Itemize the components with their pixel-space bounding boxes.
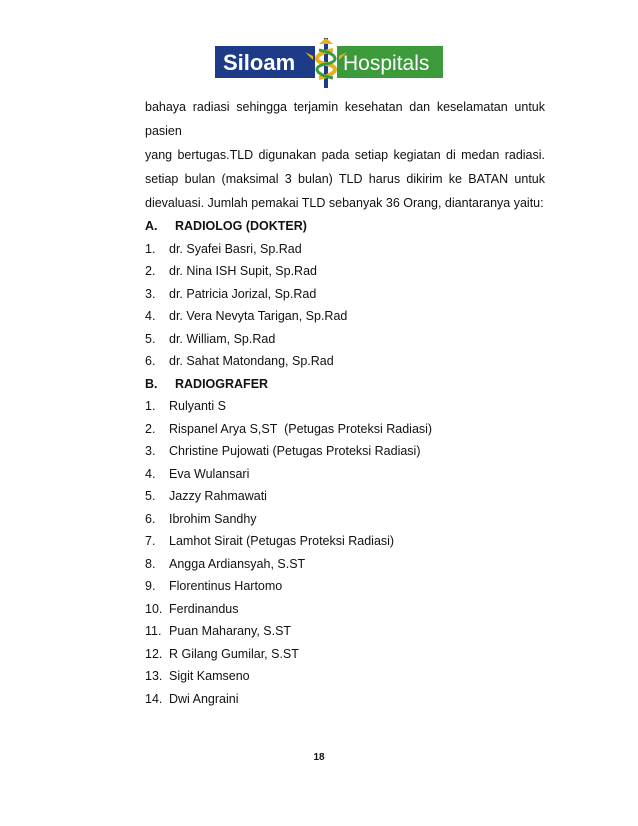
- section-heading-b: [145, 373, 545, 396]
- list-item: [145, 238, 545, 261]
- item-text: dr. Patricia Jorizal, Sp.Rad: [169, 286, 317, 301]
- list-item: [145, 553, 545, 576]
- list-item: [145, 350, 545, 373]
- item-text: Lamhot Sirait (Petugas Proteksi Radiasi): [169, 534, 395, 548]
- item-text: Ferdinandus: [169, 601, 239, 616]
- item-number: 2.: [145, 264, 156, 278]
- item-text: Puan Maharany, S.ST: [169, 624, 292, 638]
- paragraph-line-3: setiap bulan (maksimal 3 bulan) TLD harus dikirim ke BATAN untuk: [145, 172, 545, 186]
- section-letter: A.: [145, 219, 158, 233]
- section-title: RADIOGRAFER: [175, 376, 269, 391]
- item-text: Sigit Kamseno: [169, 669, 250, 683]
- list-item: [145, 575, 545, 598]
- item-text: dr. Nina ISH Supit, Sp.Rad: [169, 264, 317, 278]
- paragraph-line-4: dievaluasi. Jumlah pemakai TLD sebanyak 36 Orang, diantaranya yaitu:: [145, 196, 544, 210]
- item-text: dr. William, Sp.Rad: [169, 331, 276, 346]
- item-number: 10.: [145, 601, 163, 616]
- item-number: 1.: [145, 241, 156, 256]
- item-text: Florentinus Hartomo: [169, 579, 283, 593]
- item-number: 11.: [145, 624, 162, 638]
- item-number: 6.: [145, 511, 156, 526]
- logo-left-text: Siloam: [223, 50, 296, 75]
- item-number: 2.: [145, 421, 156, 436]
- item-text: Ibrohim Sandhy: [169, 511, 257, 526]
- siloam-hospitals-logo: [215, 38, 445, 88]
- item-number: 3.: [145, 286, 156, 301]
- list-item: [145, 643, 545, 666]
- item-number: 14.: [145, 691, 163, 706]
- item-text: Eva Wulansari: [169, 466, 250, 481]
- item-text: Dwi Angraini: [169, 691, 239, 706]
- logo-graphic: [215, 38, 445, 88]
- list-item: [145, 598, 545, 621]
- page-number: 18: [313, 752, 325, 763]
- list-item: [145, 665, 545, 688]
- item-number: 9.: [145, 579, 156, 593]
- item-number: 3.: [145, 444, 156, 458]
- list-item: [145, 485, 545, 508]
- list-item: [145, 440, 545, 463]
- item-text: Angga Ardiansyah, S.ST: [169, 556, 306, 571]
- item-text: Christine Pujowati (Petugas Proteksi Radiasi): [169, 444, 421, 458]
- item-number: 6.: [145, 354, 156, 368]
- list-item: [145, 418, 545, 441]
- list-item: [145, 688, 545, 711]
- item-text: dr. Vera Nevyta Tarigan, Sp.Rad: [169, 309, 348, 323]
- item-number: 13.: [145, 669, 163, 683]
- item-text: dr. Syafei Basri, Sp.Rad: [169, 241, 302, 256]
- item-number: 12.: [145, 646, 163, 661]
- item-number: 7.: [145, 534, 156, 548]
- item-number: 4.: [145, 309, 156, 323]
- list-item: [145, 463, 545, 486]
- document-body: [145, 95, 545, 710]
- item-number: 8.: [145, 556, 156, 571]
- list-item: [145, 260, 545, 283]
- item-text: Rulyanti S: [169, 399, 226, 413]
- list-item: [145, 530, 545, 553]
- list-item: [145, 283, 545, 306]
- section-heading-a: [145, 215, 545, 238]
- item-number: 4.: [145, 466, 156, 481]
- paragraph-line-2: yang bertugas.TLD digunakan pada setiap kegiatan di medan radiasi.: [145, 148, 545, 162]
- list-item: [145, 395, 545, 418]
- item-number: 1.: [145, 399, 156, 413]
- list-item: [145, 305, 545, 328]
- logo-right-text: Hospitals: [343, 52, 430, 75]
- item-number: 5.: [145, 331, 156, 346]
- list-item: [145, 328, 545, 351]
- list-item: [145, 508, 545, 531]
- paragraph-line-1: bahaya radiasi sehingga terjamin kesehatan dan keselamatan untuk pasien: [145, 100, 545, 138]
- item-number: 5.: [145, 489, 156, 503]
- section-title: RADIOLOG (DOKTER): [175, 219, 307, 233]
- item-text: R Gilang Gumilar, S.ST: [169, 646, 299, 661]
- section-letter: B.: [145, 376, 158, 391]
- item-text: Jazzy Rahmawati: [169, 489, 267, 503]
- list-item: [145, 620, 545, 643]
- item-text: dr. Sahat Matondang, Sp.Rad: [169, 354, 334, 368]
- item-text: Rispanel Arya S,ST (Petugas Proteksi Radiasi): [169, 421, 433, 436]
